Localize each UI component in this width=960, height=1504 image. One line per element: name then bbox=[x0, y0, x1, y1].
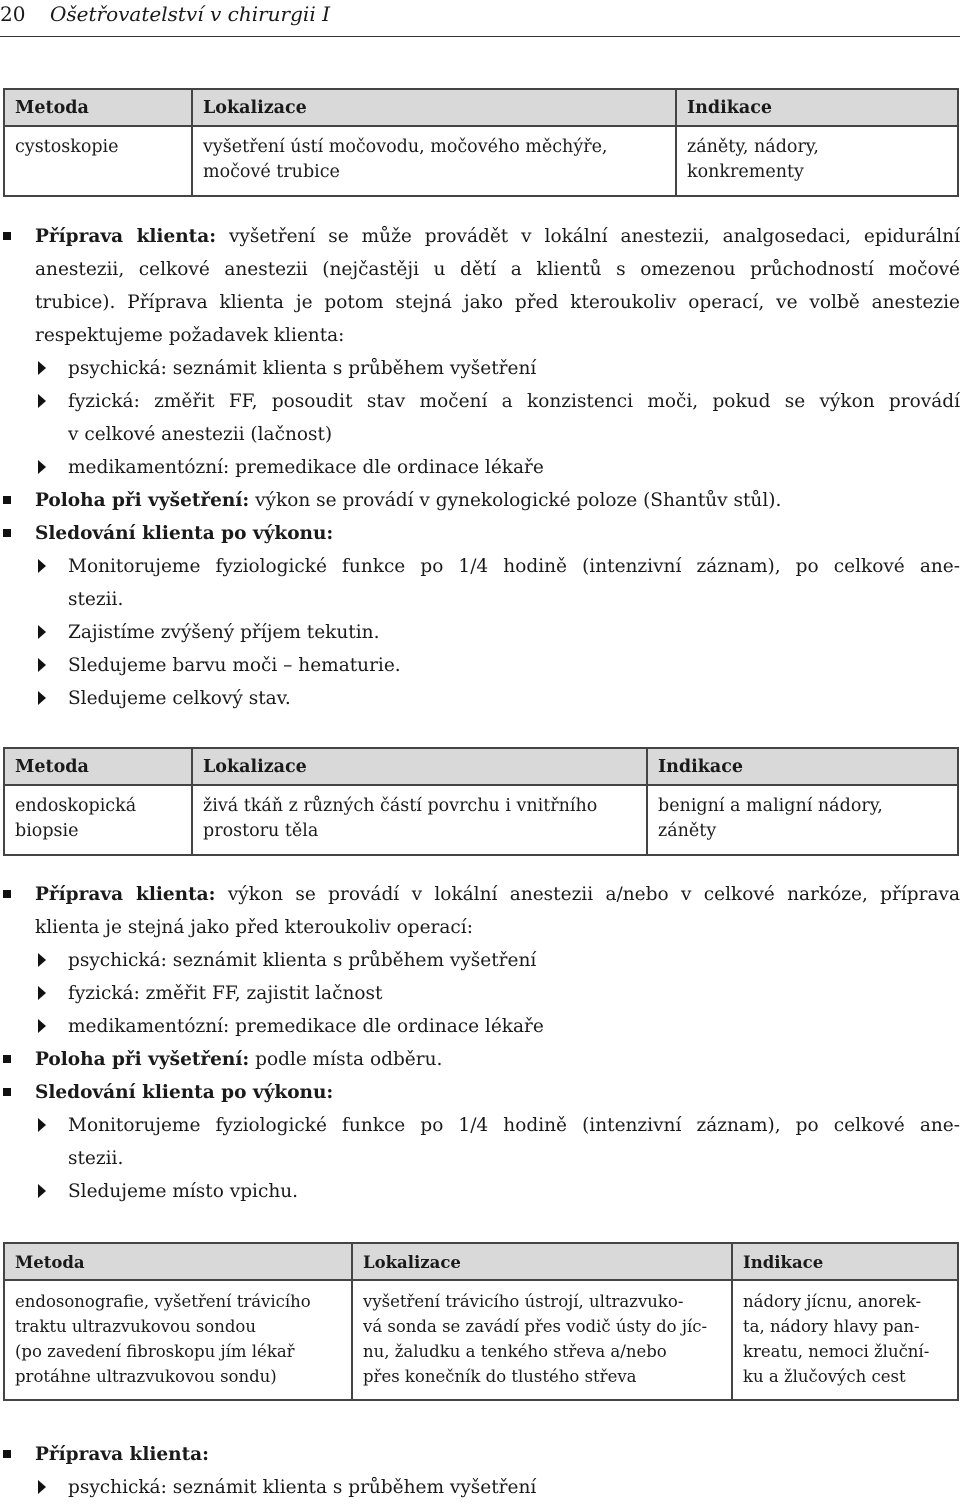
preparation-item bbox=[0, 220, 960, 352]
monitoring-subitem bbox=[0, 649, 960, 682]
monitoring-item bbox=[0, 517, 960, 550]
position-label: Poloha při vyšetření: bbox=[35, 1049, 250, 1070]
method-table-cystoskopie bbox=[3, 88, 959, 197]
cell-line: močové trubice bbox=[203, 162, 340, 182]
text-line: medikamentózní: premedikace dle ordinace lékaře bbox=[68, 457, 544, 478]
text-line: Monitorujeme fyziologické funkce po 1/4 hodině (intenzivní záznam), po celkové ane- bbox=[68, 1115, 960, 1136]
table-row bbox=[4, 785, 958, 855]
preparation-text: vyšetření se může provádět v lokální anestezii, analgosedaci, epidurální bbox=[216, 226, 960, 247]
table-row bbox=[4, 1280, 958, 1400]
text-line: Sledujeme barvu moči – hematurie. bbox=[68, 655, 401, 676]
text-line: Zajistíme zvýšený příjem tekutin. bbox=[68, 622, 380, 643]
header-indikace: Indikace bbox=[647, 748, 958, 785]
page-number: 20 bbox=[0, 2, 26, 26]
cell-line: vá sonda se zavádí přes vodič ústy do jíc- bbox=[363, 1317, 708, 1336]
position-text: výkon se provádí v gynekologické poloze (Shantův stůl). bbox=[249, 490, 782, 511]
text-line: v celkové anestezii (lačnost) bbox=[68, 424, 333, 445]
cell-line: vyšetření ústí močovodu, močového měchýře, bbox=[203, 137, 608, 157]
monitoring-label: Sledování klienta po výkonu: bbox=[35, 1082, 334, 1103]
table-header-row bbox=[4, 89, 958, 126]
text-line: medikamentózní: premedikace dle ordinace lékaře bbox=[68, 1016, 544, 1037]
preparation-text: výkon se provádí v lokální anestezii a/nebo v celkové narkóze, příprava bbox=[215, 884, 960, 905]
text-line: klienta je stejná jako před kteroukoliv operací: bbox=[35, 917, 473, 938]
cell-line: ta, nádory hlavy pan- bbox=[743, 1317, 920, 1336]
text-line: stezii. bbox=[68, 589, 124, 610]
preparation-subitem bbox=[0, 385, 960, 451]
cell-line: endoskopická bbox=[15, 796, 137, 816]
monitoring-subitem bbox=[0, 682, 960, 715]
cell-metoda bbox=[4, 126, 192, 196]
cell-line: cystoskopie bbox=[15, 137, 119, 157]
header-metoda: Metoda bbox=[4, 1243, 352, 1280]
text-line: fyzická: změřit FF, posoudit stav močení a konzistenci moči, pokud se výkon provádí bbox=[68, 391, 960, 412]
cell-line: endosonografie, vyšetření trávicího bbox=[15, 1292, 311, 1311]
cell-metoda bbox=[4, 785, 192, 855]
cell-line: záněty bbox=[658, 821, 717, 841]
cell-lokalizace bbox=[192, 126, 676, 196]
cell-indikace bbox=[732, 1280, 958, 1400]
preparation-label: Příprava klienta: bbox=[35, 1444, 209, 1465]
cell-line: přes konečník do tlustého střeva bbox=[363, 1367, 637, 1386]
cell-line: prostoru těla bbox=[203, 821, 319, 841]
running-header bbox=[0, 0, 960, 37]
header-lokalizace: Lokalizace bbox=[352, 1243, 732, 1280]
cell-line: ku a žlučových cest bbox=[743, 1367, 906, 1386]
preparation-item bbox=[0, 1438, 960, 1471]
header-lokalizace: Lokalizace bbox=[192, 748, 647, 785]
cell-lokalizace bbox=[352, 1280, 732, 1400]
header-lokalizace: Lokalizace bbox=[192, 89, 676, 126]
monitoring-subitem bbox=[0, 550, 960, 616]
cell-line: benigní a maligní nádory, bbox=[658, 796, 883, 816]
header-metoda: Metoda bbox=[4, 748, 192, 785]
monitoring-item bbox=[0, 1076, 960, 1109]
book-title: Ošetřovatelství v chirurgii I bbox=[50, 2, 330, 26]
monitoring-label: Sledování klienta po výkonu: bbox=[35, 523, 334, 544]
cell-line: traktu ultrazvukovou sondou bbox=[15, 1317, 256, 1336]
text-line: psychická: seznámit klienta s průběhem vyšetření bbox=[68, 1477, 537, 1498]
text-line: psychická: seznámit klienta s průběhem vyšetření bbox=[68, 950, 537, 971]
text-line: stezii. bbox=[68, 1148, 124, 1169]
cell-line: nádory jícnu, anorek- bbox=[743, 1292, 922, 1311]
text-line bbox=[35, 878, 960, 911]
table-header-row bbox=[4, 1243, 958, 1280]
cell-indikace bbox=[647, 785, 958, 855]
text-line: trubice). Příprava klienta je potom stejná jako před kteroukoliv operací, ve volbě anestezie bbox=[35, 292, 960, 313]
position-item bbox=[0, 1043, 960, 1076]
table-row bbox=[4, 126, 958, 196]
text-line: psychická: seznámit klienta s průběhem vyšetření bbox=[68, 358, 537, 379]
cell-line: nu, žaludku a tenkého střeva a/nebo bbox=[363, 1342, 667, 1361]
header-metoda: Metoda bbox=[4, 89, 192, 126]
monitoring-subitem bbox=[0, 1109, 960, 1175]
text-line: Sledujeme místo vpichu. bbox=[68, 1181, 299, 1202]
preparation-label: Příprava klienta: bbox=[35, 226, 217, 247]
section-biopsie bbox=[0, 878, 960, 1208]
header-indikace: Indikace bbox=[676, 89, 958, 126]
header-indikace: Indikace bbox=[732, 1243, 958, 1280]
text-line bbox=[35, 220, 960, 253]
cell-line: vyšetření trávicího ústrojí, ultrazvuko- bbox=[363, 1292, 684, 1311]
cell-line: konkrementy bbox=[687, 162, 804, 182]
preparation-subitem bbox=[0, 352, 960, 385]
cell-line: (po zavedení fibroskopu jím lékař bbox=[15, 1342, 295, 1361]
preparation-subitem bbox=[0, 1471, 960, 1504]
text-line: Monitorujeme fyziologické funkce po 1/4 hodině (intenzivní záznam), po celkové ane- bbox=[68, 556, 960, 577]
section-endosonografie bbox=[0, 1438, 960, 1504]
section-cystoskopie bbox=[0, 220, 960, 715]
text-line: anestezii, celkové anestezii (nejčastěji u dětí a klientů s omezenou průchodností močové bbox=[35, 259, 960, 280]
preparation-subitem bbox=[0, 1010, 960, 1043]
preparation-item bbox=[0, 878, 960, 944]
method-table-endosonografie bbox=[3, 1242, 959, 1401]
position-label: Poloha při vyšetření: bbox=[35, 490, 250, 511]
monitoring-subitem bbox=[0, 1175, 960, 1208]
monitoring-subitem bbox=[0, 616, 960, 649]
text-line: Sledujeme celkový stav. bbox=[68, 688, 291, 709]
preparation-label: Příprava klienta: bbox=[35, 884, 216, 905]
text-line: fyzická: změřit FF, zajistit lačnost bbox=[68, 983, 383, 1004]
position-text: podle místa odběru. bbox=[249, 1049, 443, 1070]
cell-metoda bbox=[4, 1280, 352, 1400]
cell-line: biopsie bbox=[15, 821, 79, 841]
preparation-subitem bbox=[0, 977, 960, 1010]
cell-line: záněty, nádory, bbox=[687, 137, 819, 157]
position-item bbox=[0, 484, 960, 517]
cell-lokalizace bbox=[192, 785, 647, 855]
cell-line: živá tkáň z různých částí povrchu i vnitřního bbox=[203, 796, 598, 816]
preparation-subitem bbox=[0, 451, 960, 484]
cell-indikace bbox=[676, 126, 958, 196]
table-header-row bbox=[4, 748, 958, 785]
cell-line: protáhne ultrazvukovou sondu) bbox=[15, 1367, 277, 1386]
preparation-subitem bbox=[0, 944, 960, 977]
cell-line: kreatu, nemoci žluční- bbox=[743, 1342, 930, 1361]
method-table-biopsie bbox=[3, 747, 959, 856]
text-line: respektujeme požadavek klienta: bbox=[35, 325, 345, 346]
